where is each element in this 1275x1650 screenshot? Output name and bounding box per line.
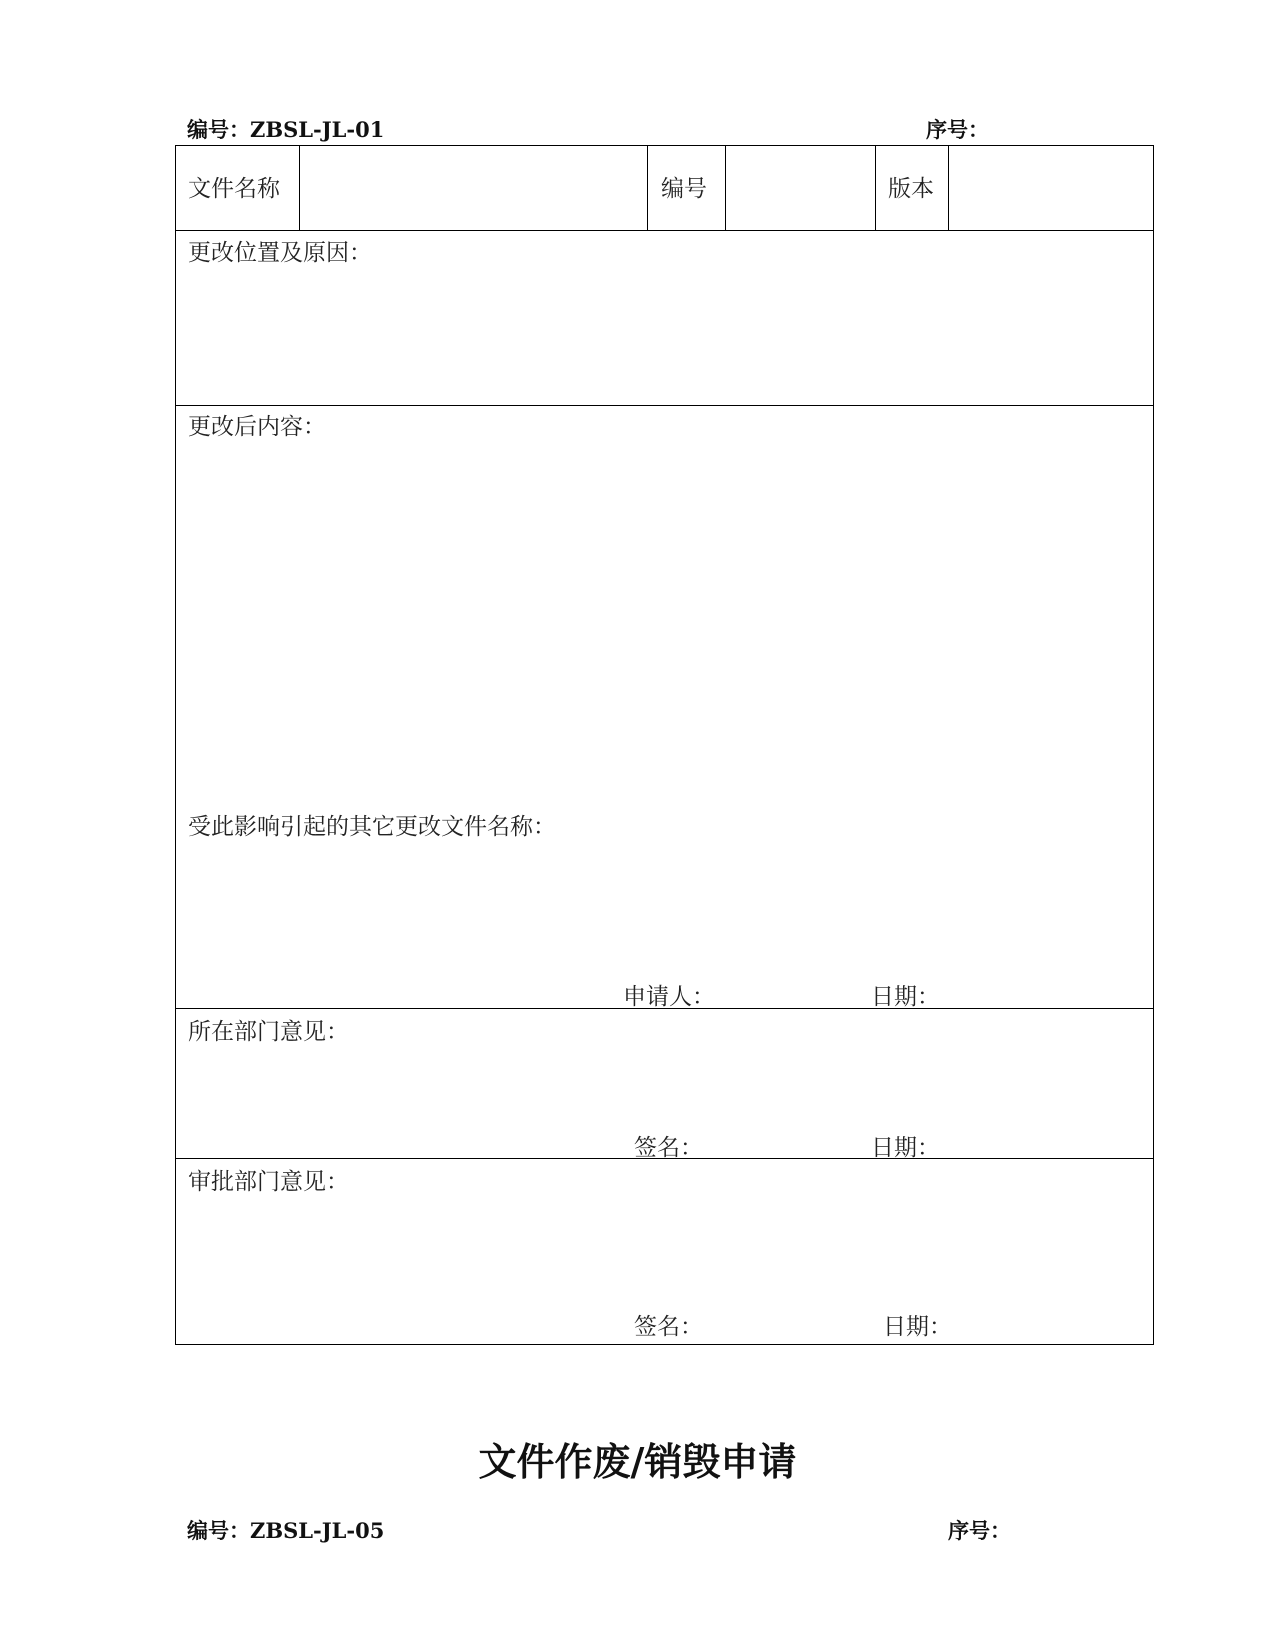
form1-code-label: 编号： (187, 117, 250, 142)
changed-content-label: 更改后内容： (188, 414, 326, 440)
column-divider (875, 146, 876, 231)
approval-sign-label: 签名： (634, 1314, 703, 1340)
change-request-form (175, 145, 1154, 1345)
row-divider (176, 230, 1153, 231)
form1-code-value: ZBSL-JL-01 (250, 117, 385, 142)
dept-sign-label: 签名： (634, 1135, 703, 1161)
form2-code-value: ZBSL-JL-05 (250, 1518, 385, 1543)
version-field[interactable] (958, 178, 1138, 208)
column-divider (299, 146, 300, 231)
file-name-field[interactable] (308, 178, 638, 208)
version-label: 版本 (888, 176, 934, 202)
row-divider (176, 405, 1153, 406)
column-divider (647, 146, 648, 231)
form2-title: 文件作废/销毁申请 (478, 1439, 797, 1484)
form1-code-line (187, 119, 384, 140)
approval-opinion-label: 审批部门意见： (188, 1169, 349, 1195)
applicant-date-label: 日期： (871, 984, 940, 1010)
dept-opinion-label: 所在部门意见： (188, 1019, 349, 1045)
form2-code-line (187, 1520, 384, 1541)
form2-code-label: 编号： (187, 1518, 250, 1543)
form2-serial-label: 序号： (948, 1518, 1011, 1543)
column-divider (725, 146, 726, 231)
applicant-label: 申请人： (623, 984, 715, 1010)
change-location-label: 更改位置及原因： (188, 240, 372, 266)
form1-serial-label: 序号： (926, 117, 989, 142)
approval-date-label: 日期： (883, 1314, 952, 1340)
dept-date-label: 日期： (871, 1135, 940, 1161)
number-field[interactable] (734, 178, 864, 208)
number-label: 编号 (661, 176, 707, 202)
column-divider (948, 146, 949, 231)
file-name-label: 文件名称 (188, 176, 280, 202)
affected-files-label: 受此影响引起的其它更改文件名称： (188, 814, 556, 840)
